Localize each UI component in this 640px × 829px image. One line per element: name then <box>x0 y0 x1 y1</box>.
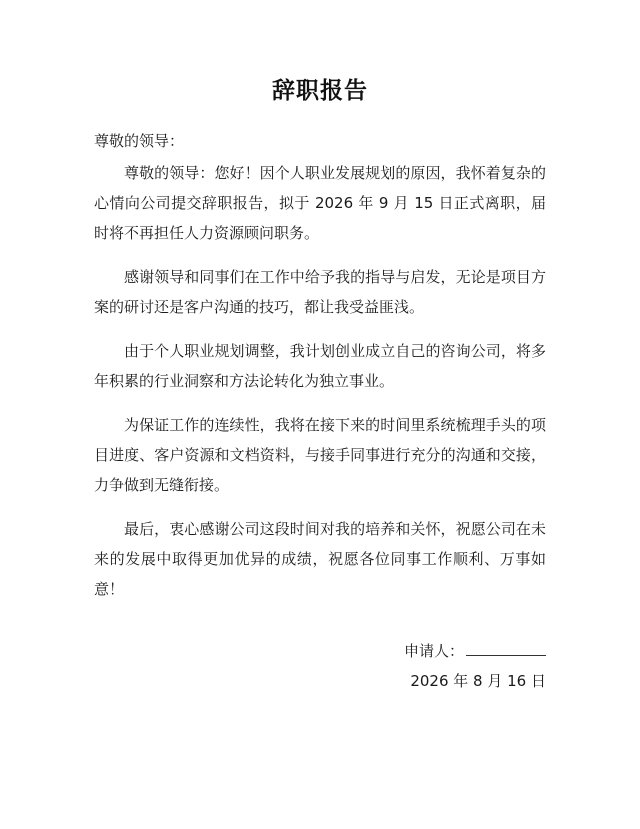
paragraph: 尊敬的领导：您好！因个人职业发展规划的原因，我怀着复杂的心情向公司提交辞职报告，拟于 2026 年 9 月 15 日正式离职，届时将不再担任人力资源顾问职务。 <box>94 164 546 242</box>
paragraph: 为保证工作的连续性，我将在接下来的时间里系统梳理手头的项目进度、客户资源和文档资料，与接手同事进行充分的沟通和交接，力争做到无缝衔接。 <box>94 416 546 494</box>
document-body <box>94 158 546 618</box>
signature-label: 申请人： <box>403 642 464 660</box>
signature-block <box>404 636 546 666</box>
paragraph: 由于个人职业规划调整，我计划创业成立自己的咨询公司，将多年积累的行业洞察和方法论转化为独立事业。 <box>94 342 546 390</box>
paragraph: 感谢领导和同事们在工作中给予我的指导与启发，无论是项目方案的研讨还是客户沟通的技巧，都让我受益匪浅。 <box>94 268 546 316</box>
salutation: 尊敬的领导： <box>94 132 185 150</box>
document-title: 辞职报告 <box>272 78 368 104</box>
document-date: 2026 年 8 月 16 日 <box>410 672 546 690</box>
paragraph: 最后，衷心感谢公司这段时间对我的培养和关怀，祝愿公司在未来的发展中取得更加优异的成绩，祝愿各位同事工作顺利、万事如意！ <box>94 520 546 598</box>
signature-line[interactable] <box>466 637 546 656</box>
